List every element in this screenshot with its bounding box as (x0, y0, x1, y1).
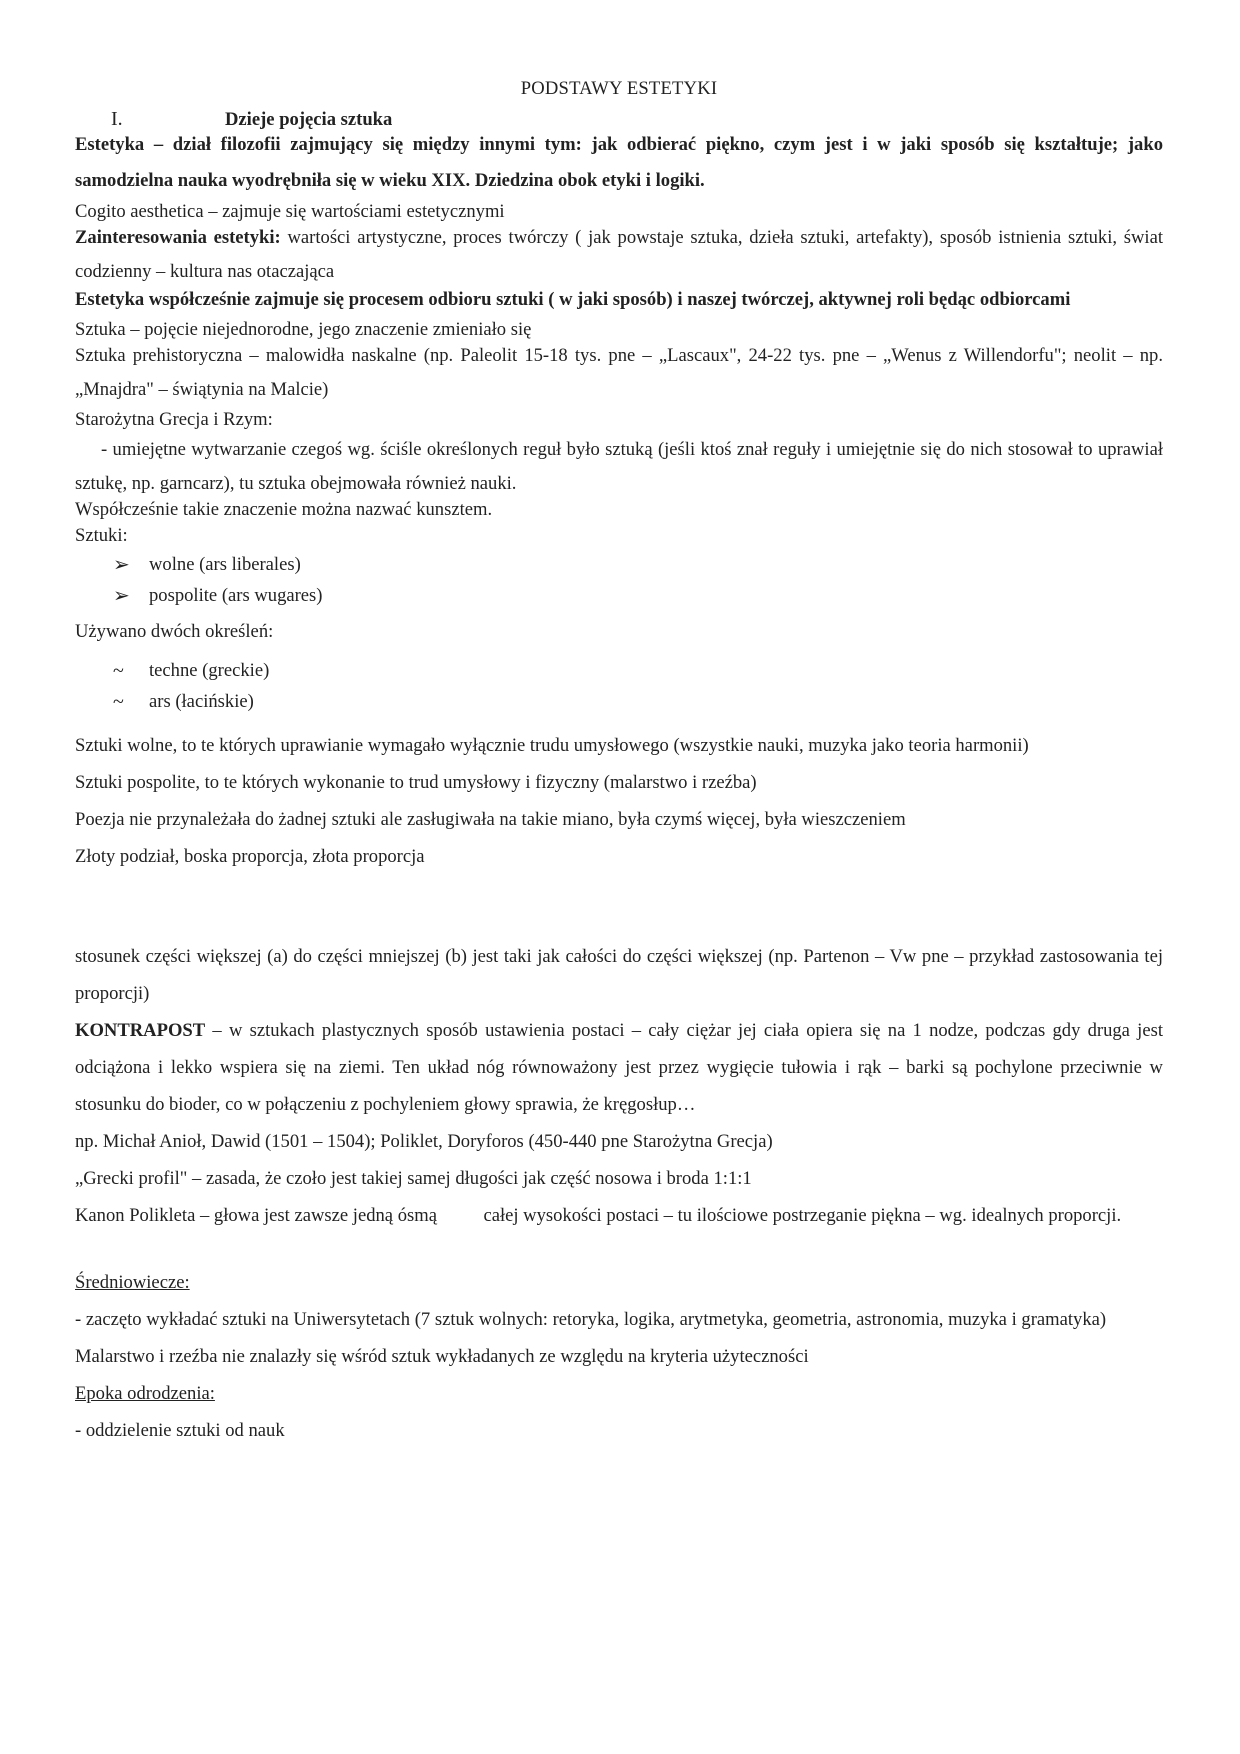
paragraph-antiquity-detail: - umiejętne wytwarzanie czegoś wg. ściśle określonych reguł było sztuką (jeśli ktoś znał reguły i umiejętnie się do nich stosował to uprawiał sztukę, np. garncarz), tu sztuka obejmowała również nauki. (75, 439, 1163, 494)
interests-text: wartości artystyczne, proces twórczy ( jak powstaje sztuka, dzieła sztuki, artefakty), sposób istnienia sztuki, świat codzienny – kultura nas otaczająca (75, 227, 1164, 282)
paragraph-antiquity: Starożytna Grecja i Rzym: (75, 409, 273, 430)
list-item-text: ars (łacińskie) (149, 690, 254, 712)
document-title: PODSTAWY ESTETYKI (520, 78, 718, 99)
paragraph-contemporary: Estetyka współcześnie zajmuje się procesem odbioru sztuki ( w jaki sposób) i naszej twórczej, aktywnej roli będąc odbiorcami (75, 289, 1071, 310)
section-number: I. (111, 108, 123, 130)
tilde-bullet-icon: ~ (113, 659, 124, 682)
paragraph-sztuki: Sztuki: (75, 525, 128, 546)
paragraph-universities: - zaczęto wykładać sztuki na Uniwersytetach (7 sztuk wolnych: retoryka, logika, arytmetyka, geometria, astronomia, muzyka i gramatyka) (75, 1309, 1107, 1330)
paragraph-prehistoric: Sztuka prehistoryczna – malowidła naskalne (np. Paleolit 15-18 tys. pne – „Lascaux", 24-22 tys. pne – „Wenus z Willendorfu"; neolit – np. „Mnajdra" – świątynia na Malcie) (75, 345, 1163, 400)
paragraph-painting-excluded: Malarstwo i rzeźba nie znalazły się wśród sztuk wykładanych ze względu na kryteria użyteczności (75, 1346, 809, 1367)
paragraph-cogito: Cogito aesthetica – zajmuje się wartościami estetycznymi (75, 201, 505, 222)
paragraph-sztuka: Sztuka – pojęcie niejednorodne, jego znaczenie zmieniało się (75, 319, 532, 340)
paragraph-terms-intro: Używano dwóch określeń: (75, 621, 274, 642)
formula-gap (75, 875, 1163, 938)
paragraph-kunszt: Współcześnie takie znaczenie można nazwać kunsztem. (75, 499, 493, 520)
terms-list (75, 655, 1163, 717)
arrow-bullet-icon: ➢ (113, 553, 130, 576)
heading-middle-ages: Średniowiecze: (75, 1272, 190, 1293)
paragraph-separation: - oddzielenie sztuki od nauk (75, 1420, 285, 1441)
paragraph-golden-ratio: Złoty podział, boska proporcja, złota proporcja (75, 846, 425, 867)
paragraph-greek-profile: „Grecki profil" – zasada, że czoło jest takiej samej długości jak część nosowa i broda 1:1:1 (75, 1168, 752, 1189)
list-item-text: pospolite (ars wugares) (149, 584, 323, 606)
arrow-bullet-icon: ➢ (113, 584, 130, 607)
list-item (75, 580, 1163, 611)
document-page (75, 70, 1163, 1730)
interests-label: Zainteresowania estetyki: (75, 227, 281, 248)
paragraph-poetry: Poezja nie przynależała do żadnej sztuki ale zasługiwała na takie miano, była czymś więcej, była wieszczeniem (75, 809, 906, 830)
spacer (75, 1234, 1163, 1264)
paragraph-estetyka-definition: Estetyka – dział filozofii zajmujący się między innymi tym: jak odbierać piękno, czym jest i w jaki sposób się kształtuje; jako samodzielna nauka wyodrębniła się w wieku XIX. Dziedzina obok etyki i logiki. (75, 134, 1163, 191)
heading-renaissance: Epoka odrodzenia: (75, 1383, 215, 1404)
paragraph-interests (75, 221, 1163, 289)
list-item (75, 686, 1163, 717)
list-item-text: wolne (ars liberales) (149, 553, 301, 575)
paragraph-examples: np. Michał Anioł, Dawid (1501 – 1504); Poliklet, Doryforos (450-440 pne Starożytna Grecja) (75, 1131, 773, 1152)
list-item (75, 549, 1163, 580)
kontrapost-label: KONTRAPOST (75, 1020, 206, 1041)
paragraph-ratio-definition: stosunek części większej (a) do części mniejszej (b) jest taki jak całości do części większej (np. Partenon – Vw pne – przykład zastosowania tej proporcji) (75, 946, 1163, 1004)
list-item (75, 655, 1163, 686)
section-title: Dzieje pojęcia sztuka (225, 109, 393, 130)
paragraph-common-arts: Sztuki pospolite, to te których wykonanie to trud umysłowy i fizyczny (malarstwo i rzeźba) (75, 772, 757, 793)
arts-list (75, 549, 1163, 611)
list-item-text: techne (greckie) (149, 659, 270, 681)
paragraph-kontrapost (75, 1012, 1163, 1123)
paragraph-canon: Kanon Polikleta – głowa jest zawsze jedną ósmą całej wysokości postaci – tu ilościowe postrzeganie piękna – wg. idealnych proporcji. (75, 1205, 1122, 1226)
kontrapost-text: – w sztukach plastycznych sposób ustawienia postaci – cały ciężar jej ciała opiera się na 1 nodze, podczas gdy druga jest odciążona i lekko wspiera się na ziemi. Ten układ nóg równoważony jest przez wygięcie tułowia i rąk – barki są pochylone przeciwnie w stosunku do bioder, co w połączeniu z pochyleniem głowy sprawia, że kręgosłup… (75, 1020, 1163, 1115)
paragraph-free-arts: Sztuki wolne, to te których uprawianie wymagało wyłącznie trudu umysłowego (wszystkie nauki, muzyka jako teoria harmonii) (75, 735, 1029, 756)
tilde-bullet-icon: ~ (113, 690, 124, 713)
